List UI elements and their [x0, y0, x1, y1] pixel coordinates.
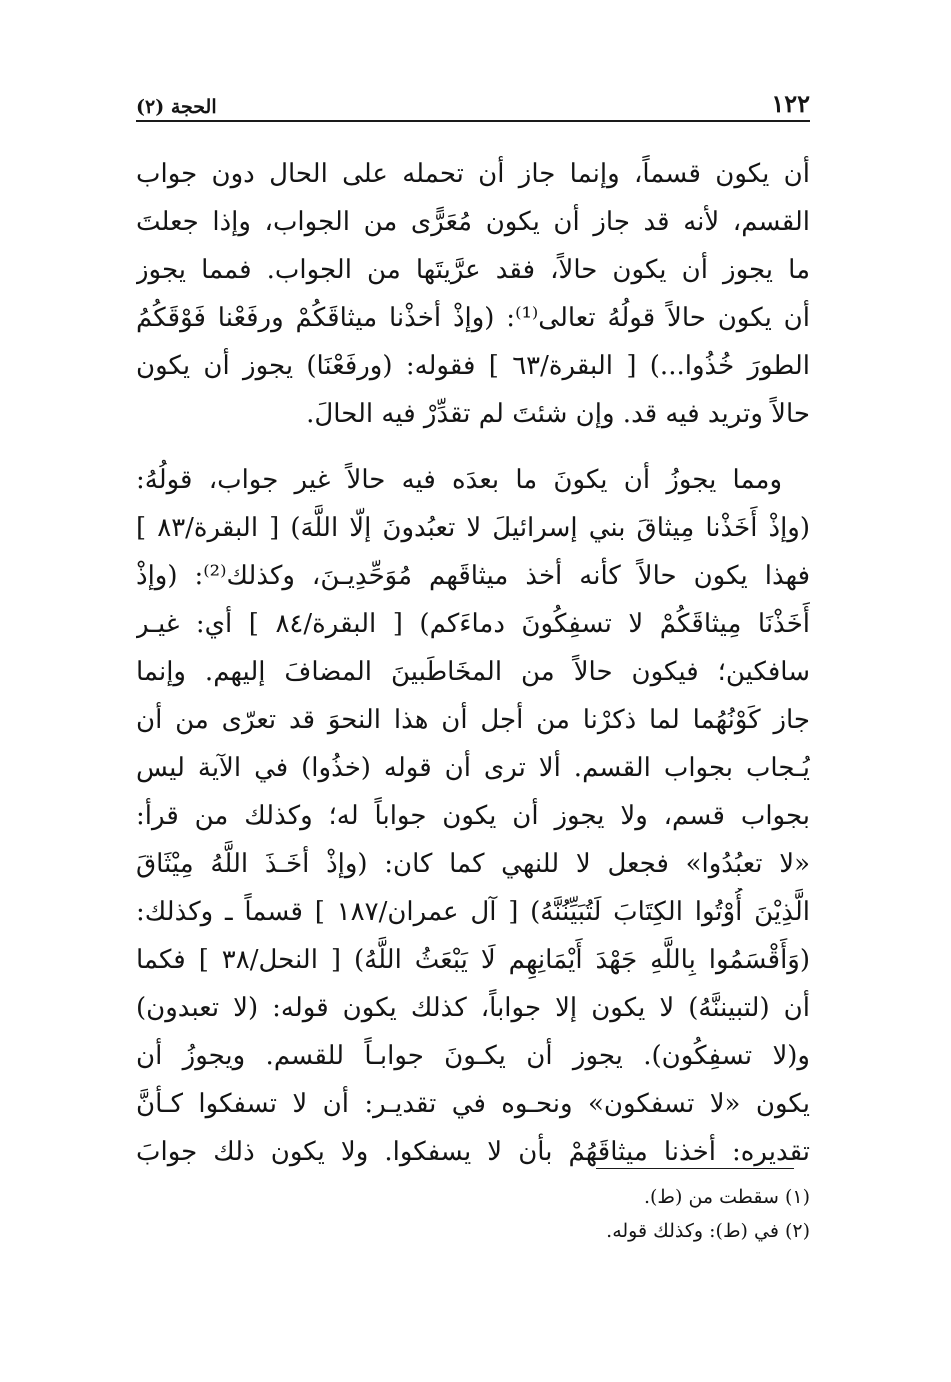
text-line: (وَأَقْسَمُوا بِاللَّهِ جَهْدَ أَيْمَانِهِم لَا يَبْعَثُ اللَّهُ) [ النحل/٣٨ ] فكما [136, 945, 810, 975]
text-line: «لا تعبُدُوا» فجعل لا للنهي كما كان: (وإذْ أخَـذَ اللَّهُ مِيْثَاقَ [136, 849, 810, 879]
text-line: سافكين؛ فيكون حالاً من المخَاطَبينَ المضافَ إليهم. وإنما [136, 657, 810, 687]
text-line: جاز كَوْنُهُما لما ذكرْنا من أجل أن هذا النحوَ قد تعرّى من أن [136, 705, 810, 735]
text-line: و(لا تسفِكُون). يجوز أن يكـونَ جوابـاً للقسم. ويجوزُ أن [136, 1041, 810, 1071]
page-header [136, 82, 810, 118]
text-line: يُـجاب بجواب القسم. ألا ترى أن قوله (خذُوا) في الآية ليس [136, 753, 810, 783]
text-line: القسم، لأنه قد جاز أن يكون مُعَرًّى من الجواب، وإذا جعلتَ [136, 207, 810, 237]
text-line: تقديره: أخذنا ميثاقَهُمْ بأن لا يسفكوا. ولا يكون ذلك جوابَ [136, 1137, 810, 1167]
body-text [136, 150, 810, 1176]
text-line: أن يكون حالاً قولُهُ تعالى⁽¹⁾: (وإذْ أخذْنا ميثاقَكُمْ ورفَعْنا فَوْقَكُمُ [136, 303, 810, 333]
text-line: بجواب قسم، ولا يجوز أن يكون جواباً له؛ وكذلك من قرأ: [136, 801, 810, 831]
text-line: أَخَذْنَا مِيثاقَكُمْ لا تسفِكُونَ دماءَكم) [ البقرة/٨٤ ] أي: غيـر [136, 609, 810, 639]
header-rule [136, 120, 810, 122]
text-line: الَّذِيْنَ أُوْتُوا الكِتَابَ لَتُبَيِّنُنَّهُ) [ آل عمران/١٨٧ ] قسماً ـ وكذلك: [136, 897, 810, 927]
footnote: (١) سقطت من (ط). [643, 1186, 810, 1208]
text-line: أن (لتبيننَّهُ) لا يكون إلا جواباً، كذلك يكون قوله: (لا تعبدون) [136, 993, 810, 1023]
paragraph [136, 456, 810, 1176]
paragraph [136, 150, 810, 438]
text-line: أن يكون قسماً، وإنما جاز أن تحمله على الحال دون جواب [136, 159, 810, 189]
footnotes [136, 1180, 810, 1248]
text-line: ما يجوز أن يكون حالاً، فقد عرَّيتَها من الجواب. فمما يجوز [136, 255, 810, 285]
text-line: فهذا يكون حالاً كأنه أخذ ميثاقَهم مُوَحِّدِيـنَ، وكذلك⁽²⁾: (وإذْ [136, 561, 810, 591]
footnote-separator [596, 1168, 794, 1169]
running-title: الحجة (٢) [136, 96, 217, 118]
page-number: ١٢٢ [771, 89, 810, 118]
text-line: الطورَ خُذُوا...) [ البقرة/٦٣ ] فقوله: (ورفَعْنَا) يجوز أن يكون [136, 351, 810, 381]
paragraph-gap [136, 438, 810, 456]
footnote: (٢) في (ط): وكذلك قوله. [606, 1220, 810, 1242]
text-line: حالاً وتريد فيه قد. وإن شئتَ لم تقدِّرْ فيه الحالَ. [306, 399, 810, 429]
text-line: (وإذْ أَخَذْنا مِيثاقَ بني إسرائيلَ لا تعبُدونَ إلّا اللَّهَ) [ البقرة/٨٣ ] [136, 513, 810, 543]
text-line: يكون «لا تسفكون» ونحـوه في تقديـر: أن لا تسفكوا كـأنَّ [136, 1089, 810, 1119]
text-line: ومما يجوزُ أن يكونَ ما بعدَه فيه حالاً غير جواب، قولُهُ: [136, 465, 782, 495]
